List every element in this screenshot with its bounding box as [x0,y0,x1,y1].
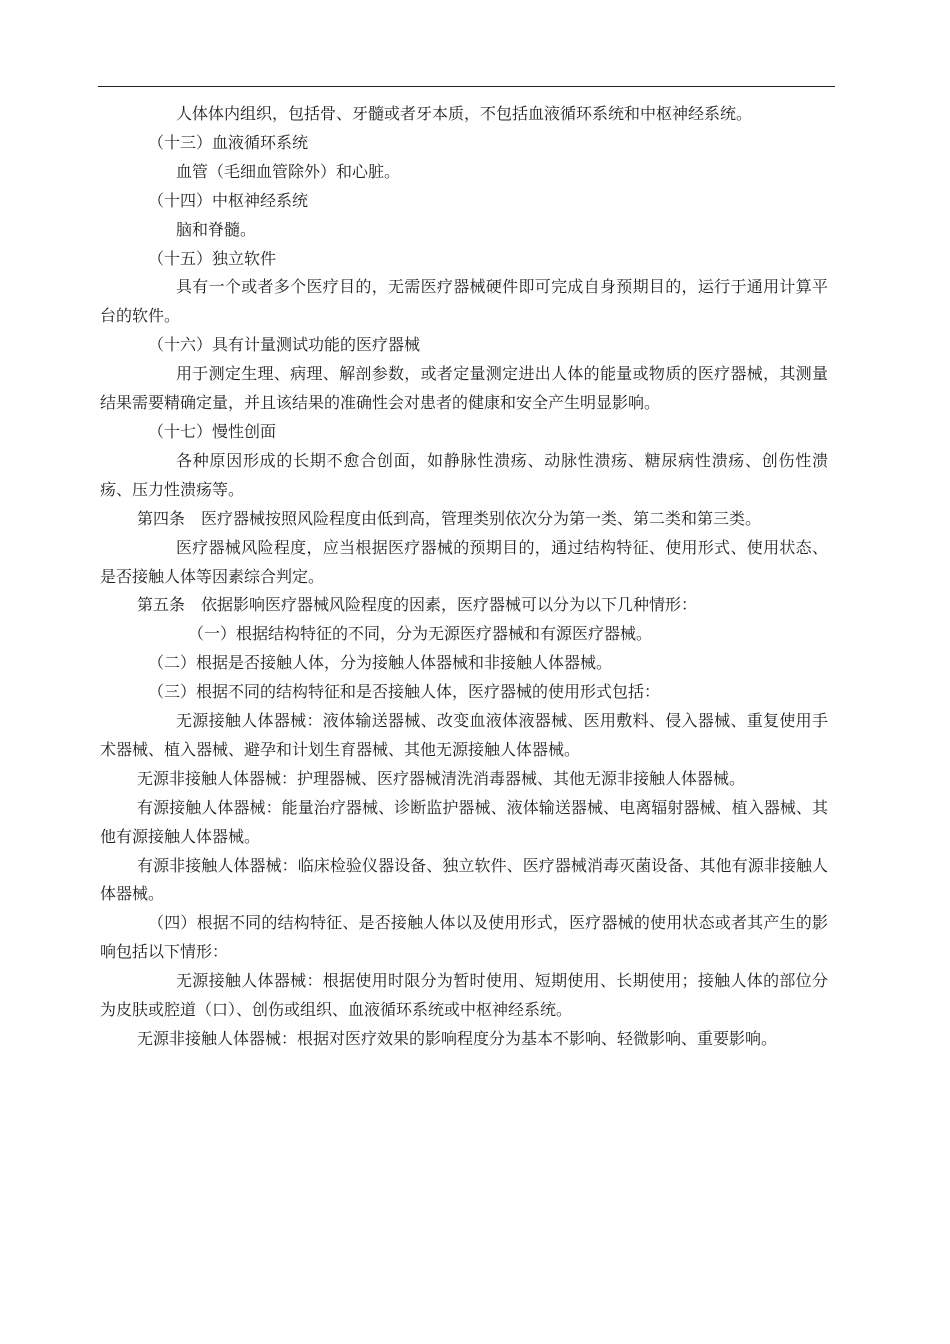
paragraph: 各种原因形成的长期不愈合创面，如静脉性溃疡、动脉性溃疡、糖尿病性溃疡、创伤性溃疡、压力性溃疡等。 [100,450,828,499]
paragraph: （三）根据不同的结构特征和是否接触人体，医疗器械的使用形式包括： [148,682,661,702]
paragraph: 有源接触人体器械：能量治疗器械、诊断监护器械、液体输送器械、电离辐射器械、植入器械、其他有源接触人体器械。 [100,797,828,846]
paragraph: 医疗器械风险程度，应当根据医疗器械的预期目的，通过结构特征、使用形式、使用状态、是否接触人体等因素综合判定。 [100,537,828,586]
paragraph: （四）根据不同的结构特征、是否接触人体以及使用形式，医疗器械的使用状态或者其产生的影响包括以下情形： [100,913,828,962]
paragraph: （十六）具有计量测试功能的医疗器械 [148,335,421,355]
paragraph: 无源接触人体器械：液体输送器械、改变血液体液器械、医用敷料、侵入器械、重复使用手术器械、植入器械、避孕和计划生育器械、其他无源接触人体器械。 [100,711,828,759]
paragraph: （十四）中枢神经系统 [148,190,309,210]
paragraph: 无源非接触人体器械：护理器械、医疗器械清洗消毒器械、其他无源非接触人体器械。 [137,768,746,788]
paragraph: 第五条 依据影响医疗器械风险程度的因素，医疗器械可以分为以下几种情形： [137,595,698,615]
paragraph: （十三）血液循环系统 [148,132,309,152]
paragraph: 第四条 医疗器械按照风险程度由低到高，管理类别依次分为第一类、第二类和第三类。 [137,508,762,528]
paragraph: 无源接触人体器械：根据使用时限分为暂时使用、短期使用、长期使用；接触人体的部位分为皮肤或腔道（口）、创伤或组织、血液循环系统或中枢神经系统。 [100,971,828,1020]
paragraph: 脑和脊髓。 [176,219,257,239]
header-rule [98,86,835,87]
paragraph: （十七）慢性创面 [148,421,277,441]
paragraph: 有源非接触人体器械：临床检验仪器设备、独立软件、医疗器械消毒灭菌设备、其他有源非接触人体器械。 [100,855,828,904]
paragraph: 无源非接触人体器械：根据对医疗效果的影响程度分为基本不影响、轻微影响、重要影响。 [137,1029,778,1048]
paragraph: 血管（毛细血管除外）和心脏。 [176,161,401,181]
paragraph: （十五）独立软件 [148,248,277,268]
document-body [100,100,828,1054]
paragraph: （二）根据是否接触人体，分为接触人体器械和非接触人体器械。 [148,653,613,673]
paragraph: 具有一个或者多个医疗目的，无需医疗器械硬件即可完成自身预期目的，运行于通用计算平台的软件。 [100,277,828,326]
paragraph: （一）根据结构特征的不同，分为无源医疗器械和有源医疗器械。 [188,624,653,644]
paragraph: 用于测定生理、病理、解剖参数，或者定量测定进出人体的能量或物质的医疗器械，其测量结果需要精确定量，并且该结果的准确性会对患者的健康和安全产生明显影响。 [100,364,828,413]
paragraph: 人体体内组织，包括骨、牙髓或者牙本质，不包括血液循环系统和中枢神经系统。 [176,104,753,123]
